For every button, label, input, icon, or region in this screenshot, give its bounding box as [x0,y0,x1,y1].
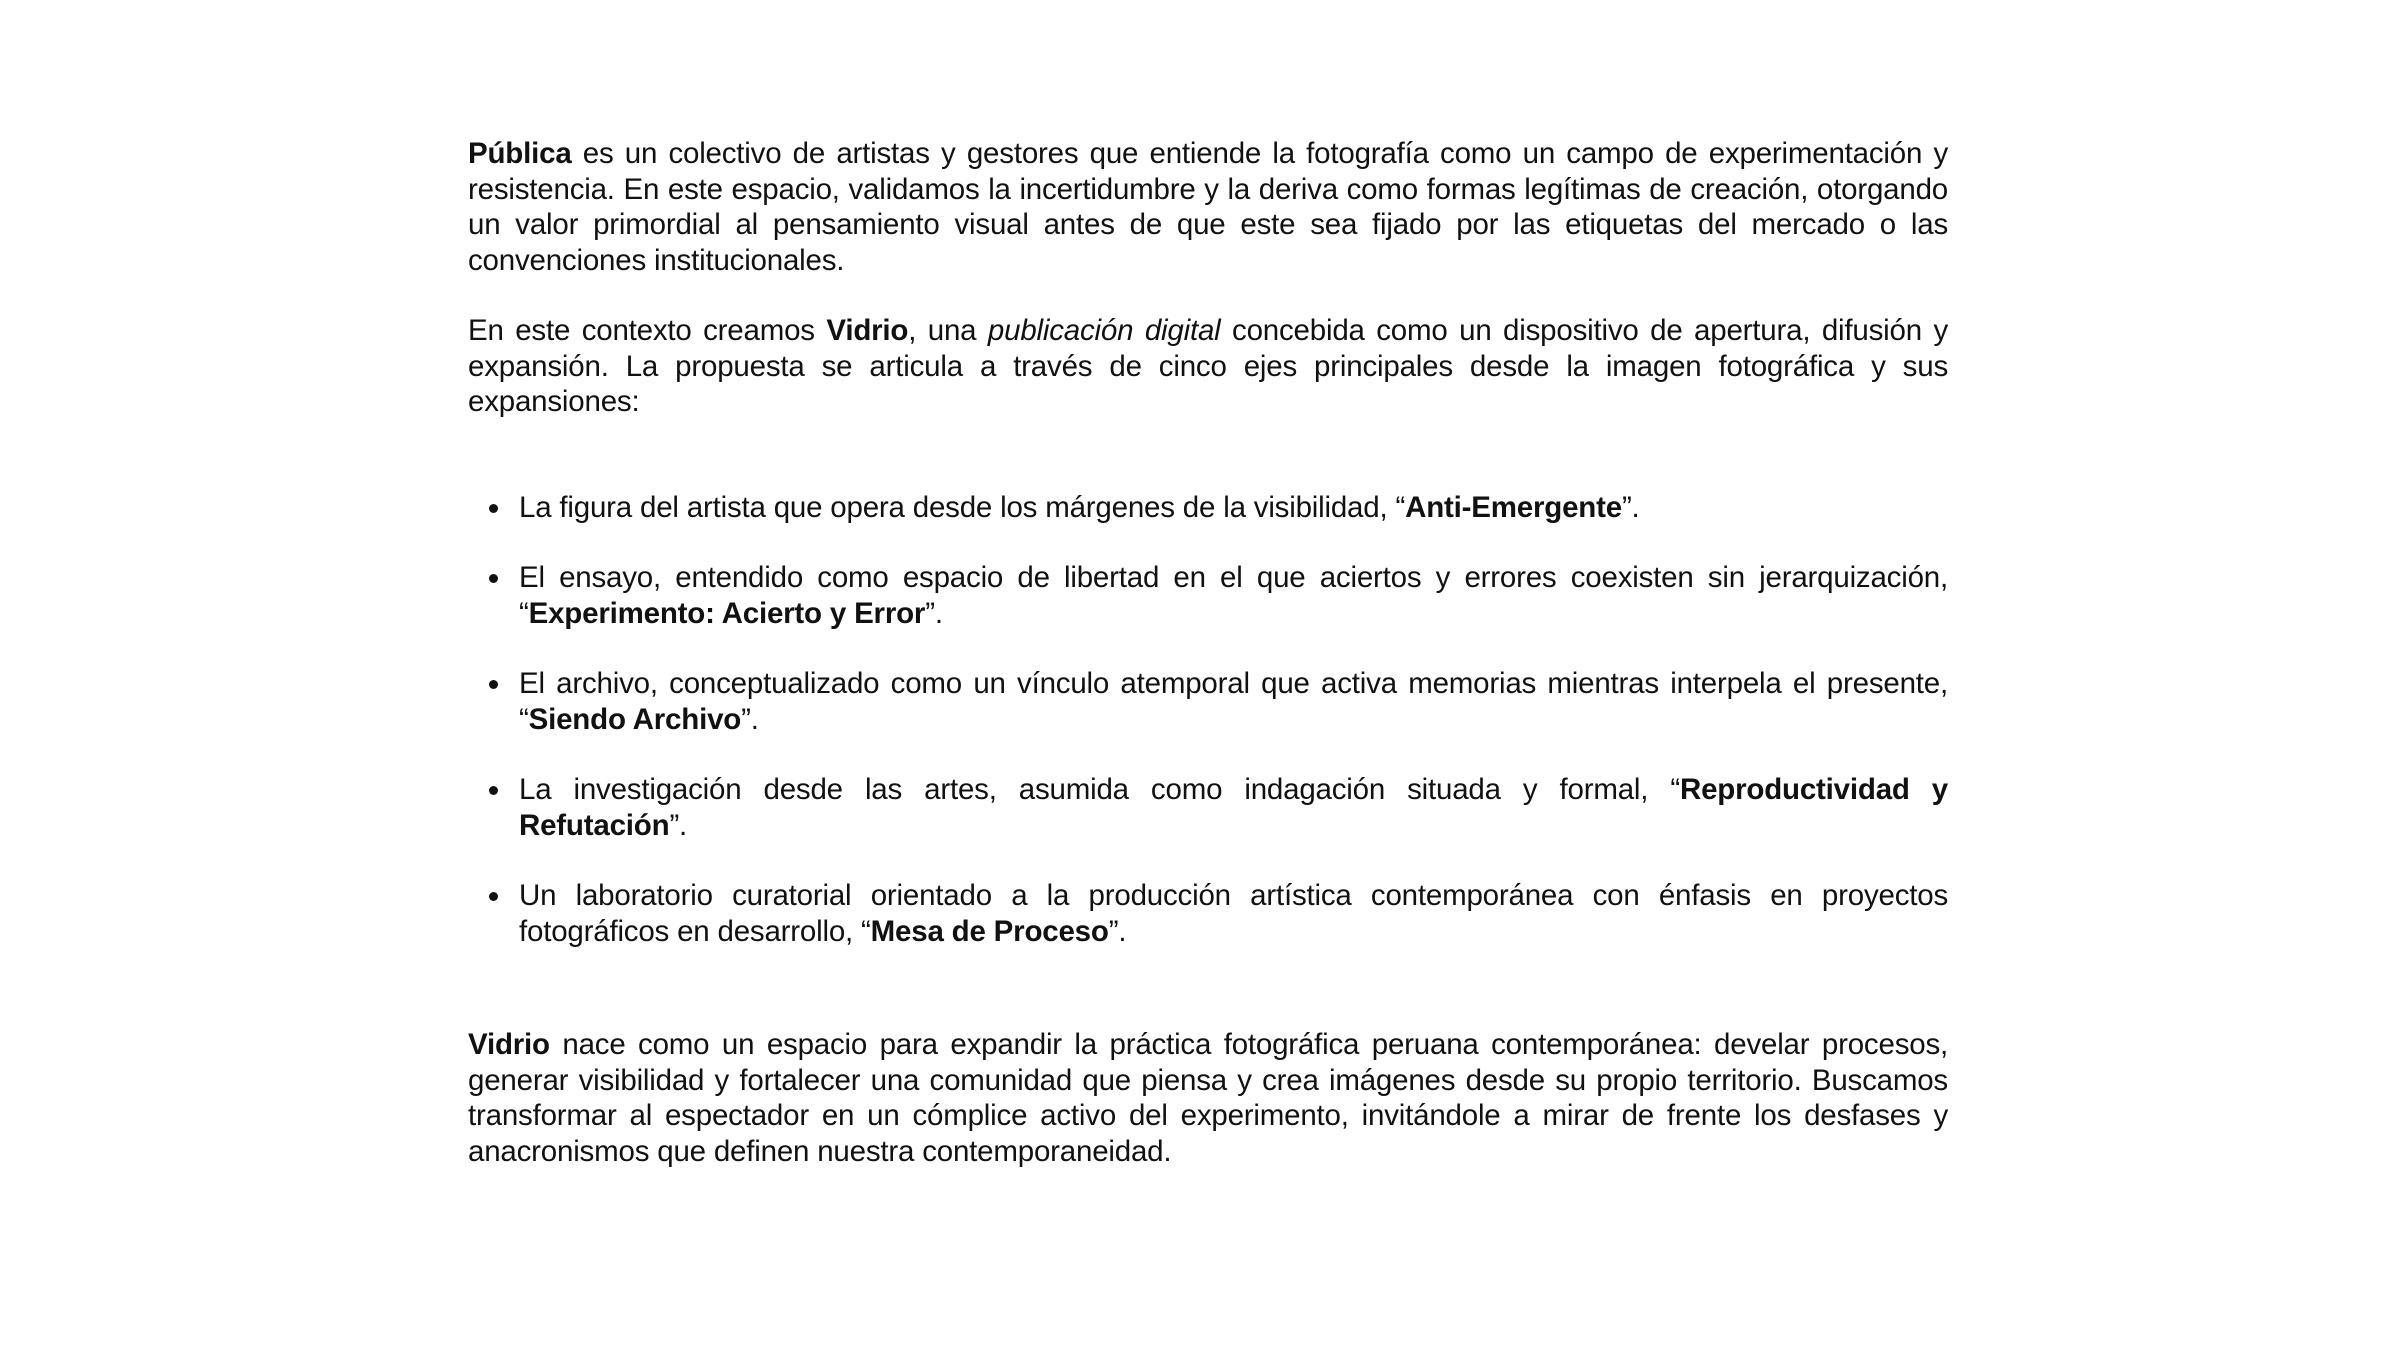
closing-paragraph [468,1027,1948,1169]
document-page [468,136,1948,1169]
axis-end: ”. [925,596,943,630]
axis-end: ”. [741,702,759,736]
collective-name: Pública [468,137,572,170]
axis-text: La figura del artista que opera desde los márgenes de la visibilidad, “ [519,490,1406,524]
bullet-icon [489,786,498,795]
axis-title: Reproductividad y Refutación [519,773,1949,842]
list-item [468,490,1948,526]
list-item [468,560,1948,631]
context-text: concebida como un dispositivo de apertura, difusión y expansión. La propuesta se articula a través de cinco ejes principales desde la imagen fotográfica y sus expansiones: [468,314,1949,418]
axis-text: El archivo, conceptualizado como un vínculo atemporal que activa memorias mientras interpela el presente, “ [519,667,1948,736]
axes-list [468,490,1948,950]
axis-text: El ensayo, entendido como espacio de libertad en el que aciertos y errores coexisten sin jerarquización, “ [519,561,1948,630]
closing-publication-name: Vidrio [468,1028,550,1061]
context-mid: , una [908,314,988,347]
list-item [468,772,1948,843]
axis-title: Anti-Emergente [1405,490,1622,524]
axis-end: ”. [1108,914,1127,948]
closing-text: nace como un espacio para expandir la práctica fotográfica peruana contemporánea: develar procesos, generar visibilidad y fortalecer una comunidad que piensa y crea imágenes desde su propio territorio. Buscamos transformar al espectador en un cómplice activo del experimento, invitándole a mirar de frente los desfases y anacronismos que definen nuestra contemporaneidad. [468,1028,1948,1168]
context-lead: En este contexto creamos [468,314,827,347]
axis-text: Un laboratorio curatorial orientado a la producción artística contemporánea con énfasis en proyectos fotográficos en desarrollo, “ [519,879,1948,948]
publication-format: publicación digital [987,314,1221,347]
axis-title: Experimento: Acierto y Error [528,596,926,630]
bullet-icon [489,574,498,583]
bullet-icon [489,680,498,689]
axis-title: Siendo Archivo [528,702,742,736]
axis-title: Mesa de Proceso [870,914,1109,948]
intro-paragraph [468,136,1948,278]
context-paragraph [468,313,1948,420]
bullet-icon [489,504,498,513]
list-item [468,878,1948,949]
axis-end: ”. [1621,490,1640,524]
axis-text: La investigación desde las artes, asumida como indagación situada y formal, “ [519,773,1680,806]
intro-text: es un colectivo de artistas y gestores que entiende la fotografía como un campo de experimentación y resistencia. En este espacio, validamos la incertidumbre y la deriva como formas legítimas de creación, otorgando un valor primordial al pensamiento visual antes de que este sea fijado por las etiquetas del mercado o las convenciones institucionales. [468,137,1948,277]
publication-name: Vidrio [826,314,909,347]
list-item [468,666,1948,737]
bullet-icon [489,892,498,901]
axis-end: ”. [669,808,688,842]
